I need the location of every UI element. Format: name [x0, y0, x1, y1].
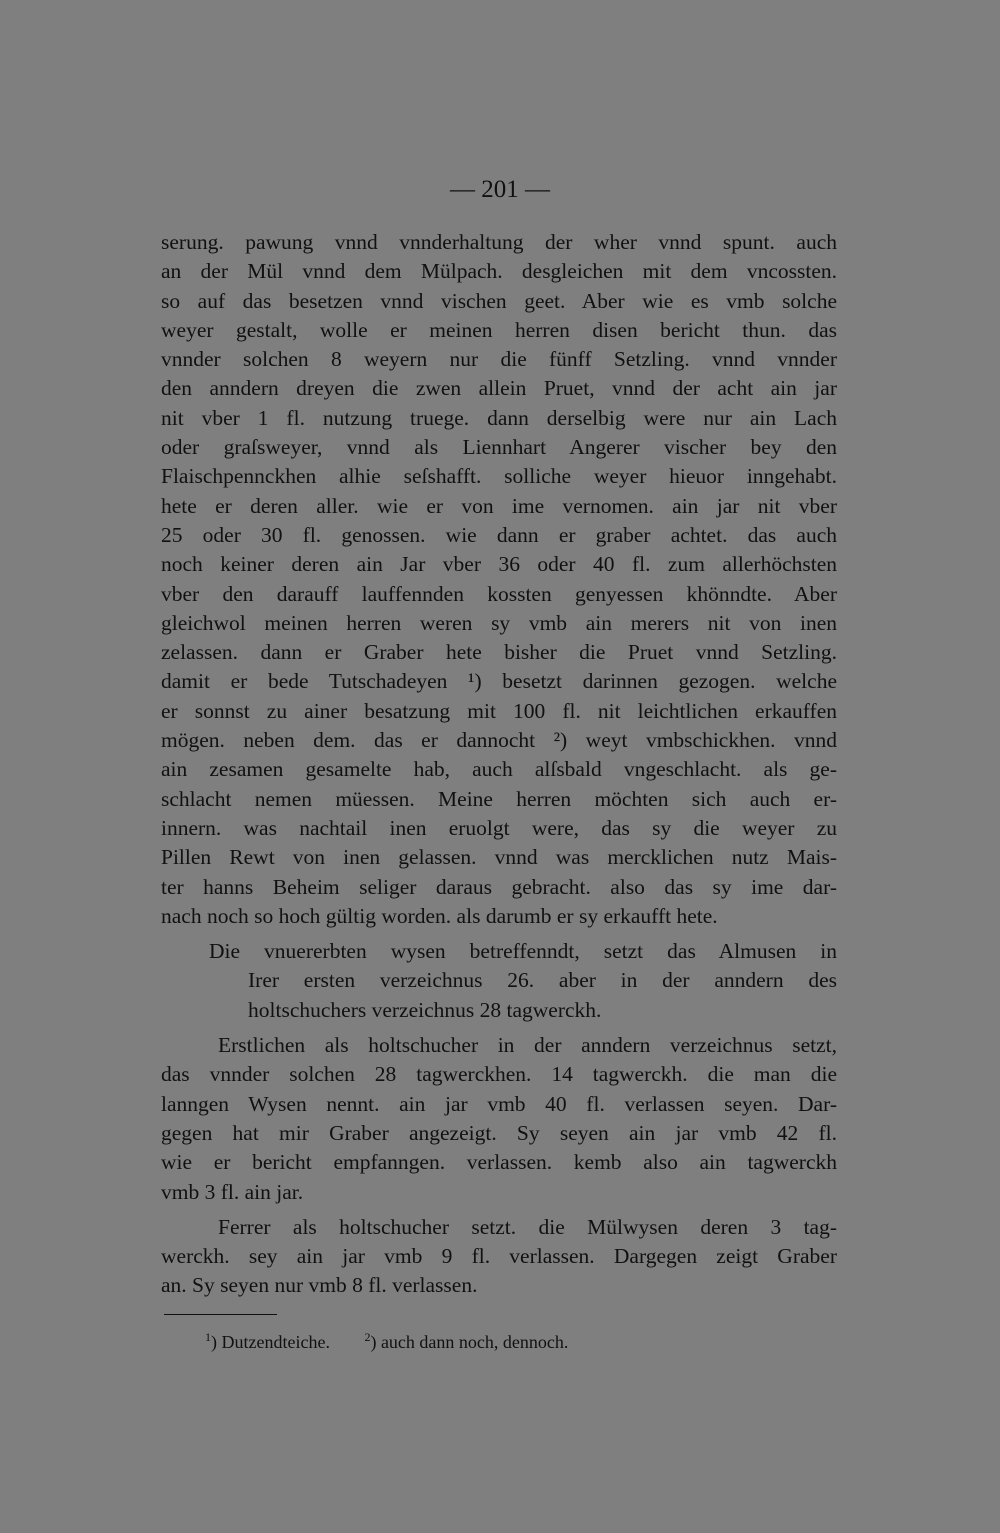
text-line: werckh. sey ain jar vmb 9 fl. verlassen. Dargegen zeigt Graber: [161, 1244, 837, 1269]
main-text: [161, 228, 837, 1301]
text-line: wie er bericht empfanngen. verlassen. kemb also ain tagwerckh: [161, 1150, 837, 1175]
text-line: er sonnst zu ainer besatzung mit 100 fl. nit leichtlichen erkauffen: [161, 698, 837, 723]
text-line: an. Sy seyen nur vmb 8 fl. verlassen.: [161, 1273, 478, 1298]
text-line: 25 oder 30 fl. genossen. wie dann er graber achtet. das auch: [161, 522, 837, 547]
text-line: vber den darauff lauffennden kossten genyessen khönndte. Aber: [161, 581, 837, 606]
text-line: so auf das besetzen vnnd vischen geet. Aber wie es vmb solche: [161, 288, 837, 313]
footnote-text: ) Dutzendteiche.: [211, 1332, 330, 1352]
text-line: ain zesamen gesamelte hab, auch alſsbald vngeschlacht. als ge-: [161, 757, 837, 782]
text-line: Die vnuererbten wysen betreffenndt, setzt das Almusen in: [209, 939, 837, 964]
text-line: serung. pawung vnnd vnnderhaltung der wher vnnd spunt. auch: [161, 230, 837, 254]
footnote-1: [205, 1332, 330, 1352]
text-line: mögen. neben dem. das er dannocht ²) weyt vmbschickhen. vnnd: [161, 728, 837, 753]
text-line: hete er deren aller. wie er von ime vernomen. ain jar nit vber: [161, 493, 837, 518]
text-line: Ferrer als holtschucher setzt. die Mülwysen deren 3 tag-: [218, 1214, 837, 1239]
text-line: schlacht nemen müessen. Meine herren möchten sich auch er-: [161, 786, 837, 811]
text-line: gegen hat mir Graber angezeigt. Sy seyen ain jar vmb 42 fl.: [161, 1120, 837, 1145]
text-line: lanngen Wysen nennt. ain jar vmb 40 fl. verlassen seyen. Dar-: [161, 1091, 837, 1116]
text-line: weyer gestalt, wolle er meinen herren disen bericht thun. das: [161, 317, 837, 342]
text-line: zelassen. dann er Graber hete bisher die Pruet vnnd Setzling.: [161, 640, 837, 665]
text-line: oder graſsweyer, vnnd als Liennhart Angerer vischer bey den: [161, 435, 837, 460]
paragraph: [161, 228, 837, 931]
text-line: Irer ersten verzeichnus 26. aber in der anndern des: [248, 968, 837, 993]
paragraph: [161, 1213, 837, 1301]
text-line: gleichwol meinen herren weren sy vmb ain merers nit von inen: [161, 610, 837, 635]
footnotes: [205, 1324, 568, 1355]
footnote-2: [364, 1332, 568, 1352]
page-number: — 201 —: [450, 176, 550, 203]
footnote-divider: [164, 1314, 277, 1315]
footnote-marker: 1: [205, 1330, 211, 1344]
footnote-marker: 2: [364, 1330, 371, 1344]
text-line: Flaischpennckhen alhie seſshafft. solliche weyer hieuor inngehabt.: [161, 464, 837, 489]
text-line: Erstlichen als holtschucher in der anndern verzeichnus setzt,: [218, 1033, 837, 1058]
text-line: an der Mül vnnd dem Mülpach. desgleichen mit dem vncossten.: [161, 259, 837, 284]
text-line: innern. was nachtail inen eruolgt were, das sy die weyer zu: [161, 815, 837, 840]
text-line: den anndern dreyen die zwen allein Pruet, vnnd der acht ain jar: [161, 376, 837, 401]
text-line: damit er bede Tutschadeyen ¹) besetzt darinnen gezogen. welche: [161, 669, 837, 694]
text-line: das vnnder solchen 28 tagwerckhen. 14 tagwerckh. die man die: [161, 1062, 837, 1087]
text-line: Pillen Rewt von inen gelassen. vnnd was mercklichen nutz Mais-: [161, 845, 837, 870]
text-line: noch keiner deren ain Jar vber 36 oder 40 fl. zum allerhöchsten: [161, 552, 837, 577]
text-line: ter hanns Beheim seliger daraus gebracht. also das sy ime dar-: [161, 874, 837, 899]
text-line: nach noch so hoch gültig worden. als darumb er sy erkaufft hete.: [161, 903, 718, 928]
text-line: holtschuchers verzeichnus 28 tagwerckh.: [248, 997, 602, 1022]
footnote-text: ) auch dann noch, dennoch.: [370, 1332, 569, 1352]
paragraph: [161, 937, 837, 1025]
paragraph: [161, 1031, 837, 1207]
text-line: vmb 3 fl. ain jar.: [161, 1179, 304, 1204]
text-line: vnnder solchen 8 weyern nur die fünff Setzling. vnnd vnnder: [161, 347, 837, 372]
text-line: nit vber 1 fl. nutzung truege. dann derselbig were nur ain Lach: [161, 405, 837, 430]
